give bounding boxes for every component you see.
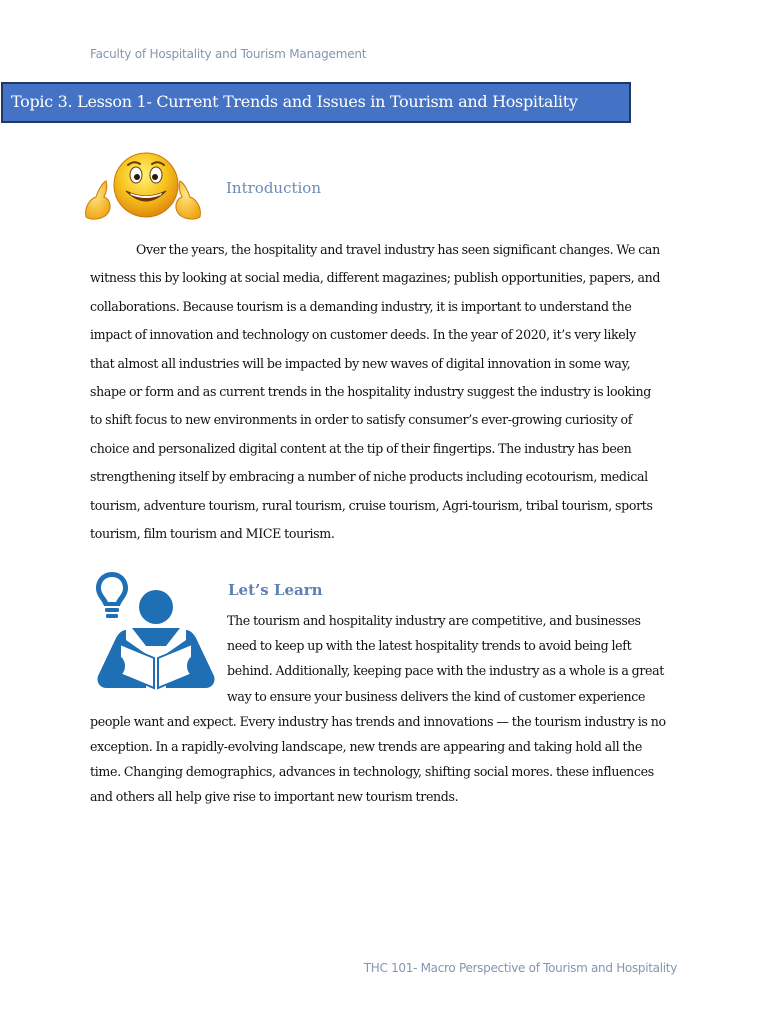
introduction-heading: Introduction xyxy=(226,179,321,197)
lets-learn-body: The tourism and hospitality industry are competitive, and businesses need to keep up with the latest hospitality trends to avoid being left behind. Additionally, keeping pace with the industry as a whole is a great way to ensure your business delivers the kind of customer experience people want and expect. Every industry has trends and innovations — the tourism industry is no exception. In a rapidly-evolving landscape, new trends are appearing and taking hold all the time. Changing demographics, advances in technology, shifting social mores. these influences and others all help give rise to important new tourism trends. xyxy=(90,613,666,805)
page-footer: THC 101- Macro Perspective of Tourism and Hospitality xyxy=(363,961,677,975)
introduction-paragraph: Over the years, the hospitality and travel industry has seen significant changes. We can witness this by looking at social media, different magazines; publish opportunities, papers, and collaborations. Because tourism is a demanding industry, it is important to understand the impact of innovation and technology on customer deeds. In the year of 2020, it’s very likely that almost all industries will be impacted by new waves of digital innovation in some way, shape or form and as current trends in the hospitality industry suggest the industry is looking to shift focus to new environments in order to satisfy consumer’s ever-growing curiosity of choice and personalized digital content at the tip of their fingertips. The industry has been strengthening itself by embracing a number of niche products including ecotourism, medical tourism, adventure tourism, rural tourism, cruise tourism, Agri-tourism, tribal tourism, sports tourism, film tourism and MICE tourism. xyxy=(90,242,661,542)
topic-banner xyxy=(1,82,631,123)
smiley-face-icon xyxy=(82,147,204,225)
lets-learn-heading: Let’s Learn xyxy=(228,581,323,599)
lets-learn-paragraph xyxy=(90,608,670,810)
page-header: Faculty of Hospitality and Tourism Management xyxy=(90,47,367,61)
topic-title: Topic 3. Lesson 1- Current Trends and Issues in Tourism and Hospitality xyxy=(11,92,578,111)
